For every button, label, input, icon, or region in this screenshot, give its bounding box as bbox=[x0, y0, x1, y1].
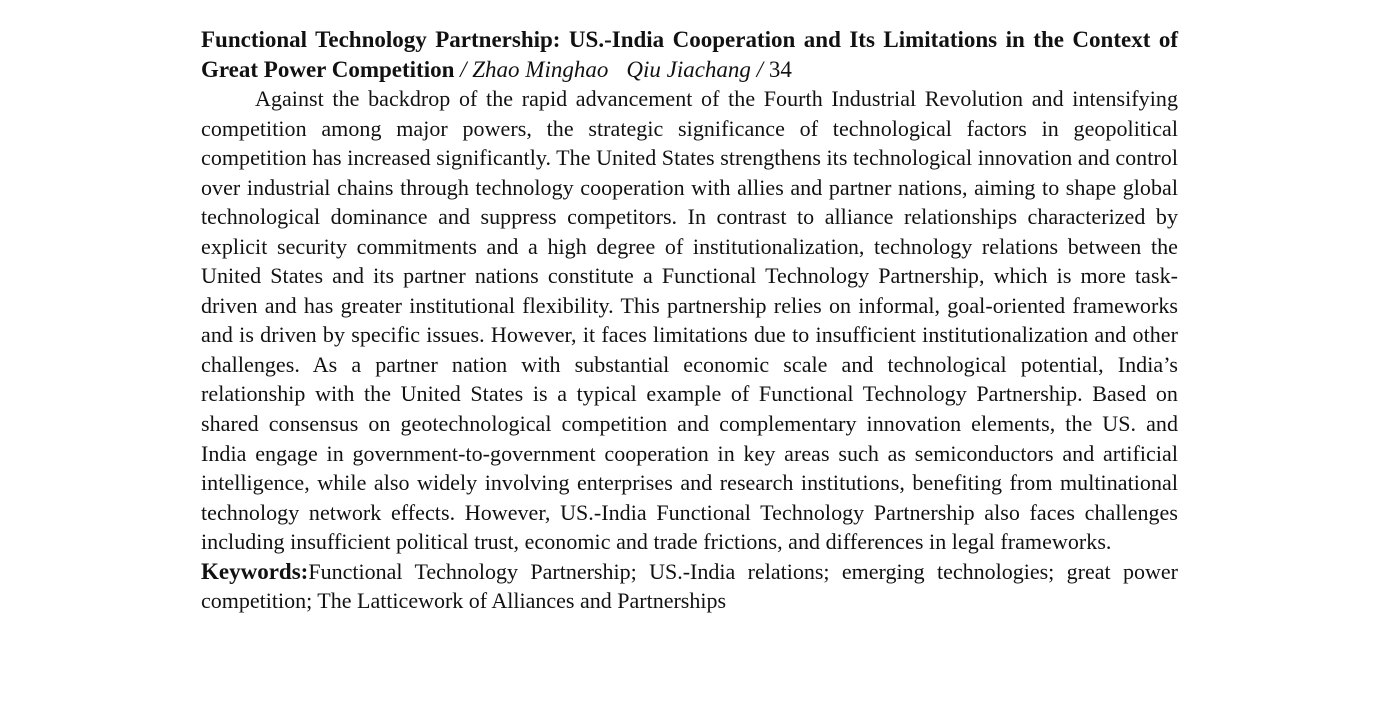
abstract-text: Against the backdrop of the rapid advancement of the Fourth Industrial Revolution and intensifying competition among major powers, the strategic significance of technological factors in geopolitical competition has increased significantly. The United States strengthens its technological innovation and control over industrial chains through technology cooperation with allies and partner nations, aiming to shape global technological dominance and suppress competitors. In contrast to alliance relationships characterized by explicit security commitments and a high degree of institutionalization, technology relations between the United States and its partner nations constitute a Functional Technology Partnership, which is more task-driven and has greater institutional flexibility. This partnership relies on informal, goal-oriented frameworks and is driven by specific issues. However, it faces limitations due to insufficient institutionalization and other challenges. As a partner nation with substantial economic scale and technological potential, India’s relationship with the United States is a typical example of Functional Technology Partnership. Based on shared consensus on geotechnological competition and complementary innovation elements, the US. and India engage in government-to-government cooperation in key areas such as semiconductors and artificial intelligence, while also widely involving enterprises and research institutions, benefiting from multinational technology network effects. However, US.-India Functional Technology Partnership also faces challenges including insufficient political trust, economic and trade frictions, and differences in legal frameworks. bbox=[201, 86, 1178, 555]
keywords-label: Keywords bbox=[201, 558, 301, 584]
keywords-list: Functional Technology Partnership; US.-India relations; emerging technologies; great power competition; The Latticework of Alliances and Partnerships bbox=[201, 558, 1178, 614]
article-title: Functional Technology Partnership: US.-India Cooperation and Its Limitations in the Context of Great Power Competition bbox=[201, 27, 1178, 82]
article-heading bbox=[201, 25, 1178, 84]
author-name: Qiu Jiachang bbox=[626, 56, 751, 82]
page-number: 34 bbox=[768, 56, 792, 82]
author-name: Zhao Minghao bbox=[472, 56, 609, 82]
title-separator: / bbox=[460, 56, 467, 82]
page-separator: / bbox=[756, 56, 764, 82]
abstract-page bbox=[201, 25, 1178, 616]
keywords-line bbox=[201, 557, 1178, 616]
keywords-colon: : bbox=[300, 558, 309, 584]
